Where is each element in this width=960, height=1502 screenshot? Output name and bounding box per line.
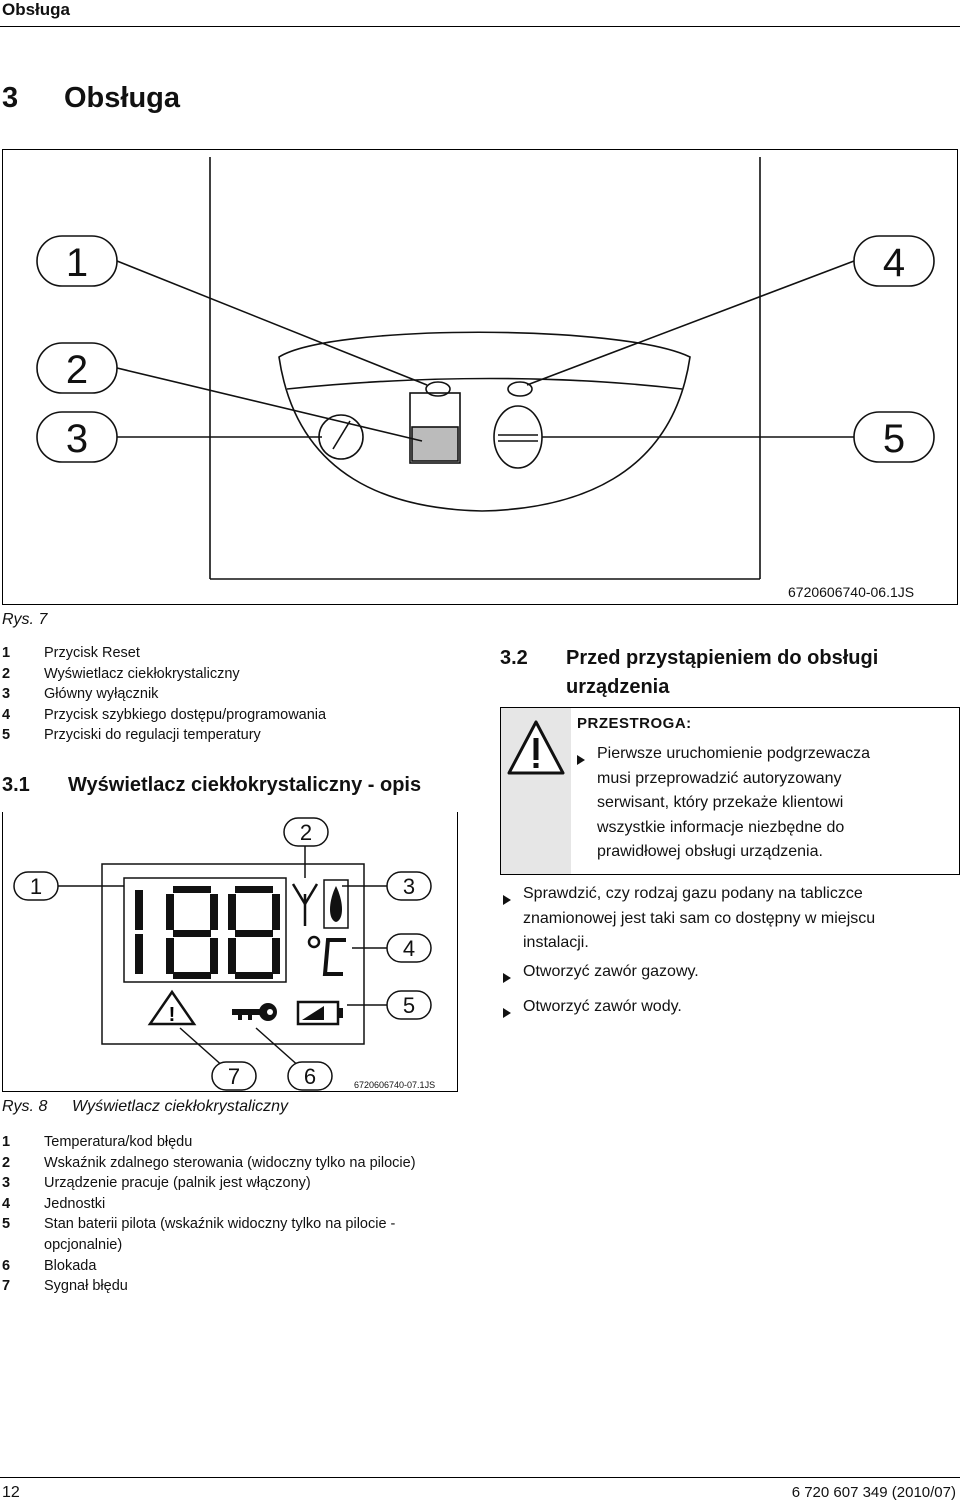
lcd-callout-3: 3 bbox=[402, 874, 416, 899]
legend-item: 7 Sygnał błędu bbox=[2, 1278, 128, 1295]
bullet-arrow-icon bbox=[503, 895, 511, 905]
digit-8a bbox=[166, 886, 218, 979]
figure-8-code: 6720606740-07.1JS bbox=[354, 1080, 436, 1090]
footer-divider bbox=[0, 1477, 960, 1478]
lcd-callout-4: 4 bbox=[402, 936, 416, 961]
figure-8-caption: Rys. 8 Wyświetlacz ciekłokrystaliczny bbox=[2, 1098, 289, 1115]
bullet-arrow-icon bbox=[503, 1008, 511, 1018]
header-divider bbox=[0, 26, 960, 27]
lcd-callout-2: 2 bbox=[299, 820, 313, 845]
legend-item: 4 Jednostki bbox=[2, 1195, 106, 1212]
lcd-callout-6: 6 bbox=[303, 1064, 317, 1089]
legend-item: 2 Wyświetlacz ciekłokrystaliczny bbox=[2, 665, 240, 682]
lcd-callout-7: 7 bbox=[227, 1064, 241, 1089]
lcd-display-illustration bbox=[2, 812, 458, 1092]
list-item: Otworzyć zawór gazowy. bbox=[503, 960, 953, 992]
warning-label: PRZESTROGA: bbox=[577, 715, 692, 732]
list-item: Sprawdzić, czy rodzaj gazu podany na tabliczce znamionowej jest taki sam co dostępny w miejscu instalacji. bbox=[503, 882, 953, 956]
steps-list bbox=[503, 882, 953, 1027]
figure-7-legend bbox=[2, 643, 462, 746]
legend-item: 1 Temperatura/kod błędu bbox=[2, 1134, 193, 1150]
legend-item: 1 Przycisk Reset bbox=[2, 645, 140, 661]
boiler-control-panel-illustration bbox=[2, 149, 958, 605]
bullet-arrow-icon bbox=[503, 973, 511, 983]
callout-3: 3 bbox=[65, 417, 89, 461]
legend-item: 5 Stan baterii pilota (wskaźnik widoczny tylko na pilocie - bbox=[2, 1216, 396, 1233]
warning-triangle-icon bbox=[506, 718, 566, 778]
figure-8-legend bbox=[2, 1132, 462, 1297]
chapter-heading bbox=[2, 82, 180, 115]
legend-item: 3 Główny wyłącznik bbox=[2, 686, 159, 703]
warning-text: Pierwsze uruchomienie podgrzewacza musi przeprowadzić autoryzowany serwisant, który przekaże klientowi wszystkie informacje niezbędne do prawidłowej obsługi urządzenia. bbox=[577, 742, 957, 865]
legend-item: 4 Przycisk szybkiego dostępu/programowania bbox=[2, 706, 327, 723]
document-number: 6 720 607 349 (2010/07) bbox=[791, 1484, 956, 1501]
lcd-callout-1: 1 bbox=[29, 874, 43, 899]
running-header: Obsługa bbox=[2, 0, 71, 19]
list-item: Otworzyć zawór wody. bbox=[503, 995, 953, 1027]
legend-item: 2 Wskaźnik zdalnego sterowania (widoczny tylko na pilocie) bbox=[2, 1154, 416, 1171]
section-3-2-heading: 3.2 Przed przystąpieniem do obsługi urządzenia bbox=[500, 647, 879, 698]
page-number: 12 bbox=[2, 1484, 20, 1501]
legend-item: 6 Blokada bbox=[2, 1257, 97, 1274]
legend-item: opcjonalnie) bbox=[44, 1236, 123, 1253]
callout-5: 5 bbox=[882, 417, 906, 461]
chapter-number: 3 bbox=[2, 82, 19, 114]
bullet-arrow-icon bbox=[577, 755, 585, 765]
legend-item: 5 Przyciski do regulacji temperatury bbox=[2, 727, 261, 744]
section-3-1-heading: 3.1 Wyświetlacz ciekłokrystaliczny - opis bbox=[2, 774, 422, 796]
svg-text:!: ! bbox=[168, 1004, 176, 1026]
figure-7-code: 6720606740-06.1JS bbox=[788, 584, 915, 600]
callout-1: 1 bbox=[65, 241, 89, 285]
legend-item: 3 Urządzenie pracuje (palnik jest włączony) bbox=[2, 1175, 311, 1192]
callout-2: 2 bbox=[65, 348, 89, 392]
figure-7-caption: Rys. 7 bbox=[2, 611, 48, 628]
chapter-title: Obsługa bbox=[64, 82, 181, 114]
callout-4: 4 bbox=[882, 241, 906, 285]
lcd-callout-5: 5 bbox=[402, 993, 416, 1018]
